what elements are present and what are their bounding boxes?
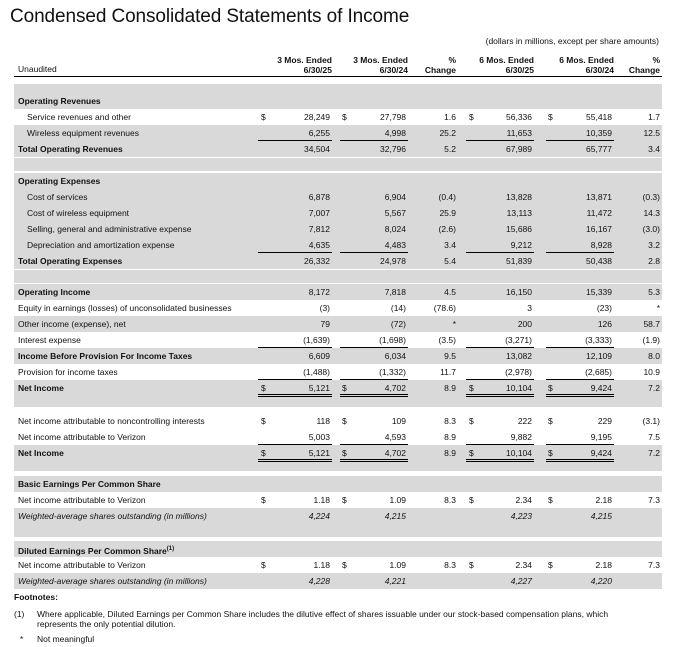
currency-symbol: $	[342, 560, 347, 570]
table-cell: 15,686	[506, 224, 532, 234]
currency-symbol: $	[342, 383, 347, 393]
table-cell: 9,212	[510, 240, 532, 250]
col-header-text: 6 Mos. Ended	[559, 55, 614, 65]
row-label: Weighted-average shares outstanding (in millions)	[18, 511, 207, 521]
table-row	[14, 508, 662, 524]
table-cell: 2.34	[515, 495, 532, 505]
table-cell: 5.4	[444, 256, 456, 266]
table-cell: (23)	[596, 303, 612, 313]
table-cell: 4,702	[384, 383, 406, 393]
col-header-3mo-2024	[344, 55, 408, 75]
table-cell: 15,339	[586, 287, 612, 297]
double-underline	[340, 394, 408, 397]
footnote-2-mark: *	[20, 634, 24, 644]
currency-symbol: $	[342, 416, 347, 426]
col-header-text: 6/30/25	[505, 65, 534, 75]
col-header-text: Change	[628, 65, 660, 75]
table-cell: 7,818	[384, 287, 406, 297]
table-cell: 24,978	[380, 256, 406, 266]
currency-symbol: $	[469, 416, 474, 426]
table-cell: 1.18	[313, 495, 330, 505]
table-cell: 1.09	[389, 495, 406, 505]
row-label: Depreciation and amortization expense	[27, 240, 175, 250]
table-cell: 4,998	[384, 128, 406, 138]
table-cell: 8.0	[648, 351, 660, 361]
table-cell: 8.3	[444, 560, 456, 570]
table-cell: 4,593	[384, 432, 406, 442]
table-cell: 4,223	[510, 511, 532, 521]
table-cell: 13,113	[506, 208, 532, 218]
table-cell: 58.7	[643, 319, 660, 329]
table-cell: 11,472	[586, 208, 612, 218]
section-spacer-band	[14, 524, 662, 537]
table-cell: 2.18	[595, 560, 612, 570]
currency-symbol: $	[548, 383, 553, 393]
double-underline	[546, 394, 614, 397]
col-header-6mo-2025	[470, 55, 534, 75]
table-cell: (1,488)	[303, 367, 330, 377]
table-row	[14, 284, 662, 300]
currency-symbol: $	[548, 448, 553, 458]
table-cell: 4,228	[308, 576, 330, 586]
unaudited-label: Unaudited	[18, 64, 57, 74]
table-cell: 8.9	[444, 432, 456, 442]
table-cell: 13,082	[506, 351, 532, 361]
table-row	[14, 109, 662, 125]
table-cell: 4,215	[384, 511, 406, 521]
col-header-3mo-2025	[268, 55, 332, 75]
currency-symbol: $	[548, 495, 553, 505]
table-cell: 3.2	[648, 240, 660, 250]
table-cell: 9,424	[590, 383, 612, 393]
table-row	[14, 253, 662, 269]
table-cell: 6,878	[308, 192, 330, 202]
table-cell: 1.6	[444, 112, 456, 122]
table-cell: 7.3	[648, 560, 660, 570]
table-cell: 32,796	[380, 144, 406, 154]
footnote-1-line2: represents the only potential dilution.	[37, 619, 176, 629]
row-label: Net income attributable to Verizon	[18, 560, 146, 570]
table-cell: 13,828	[506, 192, 532, 202]
table-row	[14, 348, 662, 364]
table-cell: 8,172	[308, 287, 330, 297]
table-cell: (3)	[319, 303, 330, 313]
table-cell: 4,224	[308, 511, 330, 521]
row-label: Total Operating Expenses	[18, 256, 123, 266]
table-cell: 7.5	[648, 432, 660, 442]
col-header-text: %	[652, 55, 660, 65]
table-cell: 3.4	[648, 144, 660, 154]
table-cell: 4,220	[590, 576, 612, 586]
table-row	[14, 476, 662, 492]
table-cell: 8,024	[384, 224, 406, 234]
table-row	[14, 173, 662, 189]
row-label: Equity in earnings (losses) of unconsolidated businesses	[18, 303, 232, 313]
table-cell: 4,483	[384, 240, 406, 250]
table-cell: 5,121	[308, 383, 330, 393]
table-row	[14, 413, 662, 429]
double-underline	[546, 459, 614, 462]
col-header-6mo-2024	[550, 55, 614, 75]
col-header-6mo-change	[622, 55, 660, 75]
row-label: Service revenues and other	[27, 112, 131, 122]
table-row	[14, 205, 662, 221]
table-row	[14, 541, 662, 557]
table-row	[14, 237, 662, 253]
row-label: Selling, general and administrative expense	[27, 224, 192, 234]
currency-symbol: $	[342, 495, 347, 505]
currency-symbol: $	[548, 112, 553, 122]
table-cell: 5.2	[444, 144, 456, 154]
table-cell: 9,424	[590, 448, 612, 458]
table-cell: 13,871	[586, 192, 612, 202]
row-label: Basic Earnings Per Common Share	[18, 479, 161, 489]
table-cell: (0.4)	[438, 192, 456, 202]
row-label: Operating Expenses	[18, 176, 101, 186]
footnotes-title: Footnotes:	[14, 592, 58, 602]
table-cell: (14)	[390, 303, 406, 313]
table-cell: 11.7	[440, 367, 456, 377]
footnote-1-mark: (1)	[14, 609, 25, 619]
currency-symbol: $	[469, 495, 474, 505]
table-cell: 11,653	[506, 128, 532, 138]
row-label: Cost of wireless equipment	[27, 208, 130, 218]
currency-symbol: $	[469, 112, 474, 122]
table-cell: (1.9)	[642, 335, 660, 345]
row-label: Net income attributable to noncontrolling interests	[18, 416, 205, 426]
table-cell: 6,255	[308, 128, 330, 138]
table-cell: (3.5)	[438, 335, 456, 345]
table-row	[14, 300, 662, 316]
table-cell: 12,109	[586, 351, 612, 361]
table-cell: 16,167	[586, 224, 612, 234]
row-label: Diluted Earnings Per Common Share$^{(1)}$	[18, 545, 175, 556]
table-cell: (1,332)	[379, 367, 406, 377]
table-cell: 8.3	[444, 416, 456, 426]
row-label: Income Before Provision For Income Taxes	[18, 351, 193, 361]
table-cell: (3.1)	[642, 416, 660, 426]
col-header-text: 6/30/24	[379, 65, 408, 75]
page-title: Condensed Consolidated Statements of Income	[10, 6, 410, 27]
table-cell: (72)	[390, 319, 406, 329]
table-cell: 6,904	[384, 192, 406, 202]
double-underline	[258, 459, 332, 462]
table-cell: 2.8	[648, 256, 660, 266]
table-cell: 229	[597, 416, 612, 426]
table-row	[14, 93, 662, 109]
table-cell: (78.6)	[433, 303, 456, 313]
table-cell: 8.3	[444, 495, 456, 505]
currency-symbol: $	[261, 112, 266, 122]
row-label: Total Operating Revenues	[18, 144, 123, 154]
table-cell: (2.6)	[438, 224, 456, 234]
currency-symbol: $	[548, 416, 553, 426]
table-cell: 9,195	[590, 432, 612, 442]
table-cell: 28,249	[304, 112, 330, 122]
table-cell: 51,839	[506, 256, 532, 266]
table-cell: 4,635	[308, 240, 330, 250]
header-rule	[14, 76, 662, 77]
table-row	[14, 221, 662, 237]
double-underline	[258, 394, 332, 397]
table-row	[14, 429, 662, 445]
table-cell: 8.9	[444, 383, 456, 393]
double-underline	[340, 459, 408, 462]
table-cell: 67,989	[506, 144, 532, 154]
currency-symbol: $	[342, 112, 347, 122]
row-label: Cost of services	[27, 192, 88, 202]
table-cell: 25.2	[439, 128, 456, 138]
table-cell: 8.9	[444, 448, 456, 458]
table-cell: 4,227	[510, 576, 532, 586]
table-cell: (0.3)	[642, 192, 660, 202]
row-label: Other income (expense), net	[18, 319, 126, 329]
table-cell: 34,504	[304, 144, 330, 154]
table-cell: 12.5	[643, 128, 660, 138]
col-header-text: Change	[424, 65, 456, 75]
table-cell: 55,418	[586, 112, 612, 122]
table-row	[14, 573, 662, 589]
table-cell: 4.5	[444, 287, 456, 297]
section-spacer-band	[14, 158, 662, 171]
table-cell: 1.18	[313, 560, 330, 570]
table-cell: 6,609	[308, 351, 330, 361]
table-row	[14, 316, 662, 332]
table-cell: 6,034	[384, 351, 406, 361]
table-cell: (3,271)	[505, 335, 532, 345]
table-cell: 56,336	[506, 112, 532, 122]
row-label: Net Income	[18, 448, 64, 458]
table-cell: 9,882	[510, 432, 532, 442]
table-cell: 2.34	[515, 560, 532, 570]
table-cell: 4,221	[384, 576, 406, 586]
row-label: Wireless equipment revenues	[27, 128, 139, 138]
currency-symbol: $	[261, 448, 266, 458]
table-cell: 10.9	[643, 367, 660, 377]
table-cell: 4,215	[590, 511, 612, 521]
table-cell: 5,121	[308, 448, 330, 458]
currency-symbol: $	[261, 383, 266, 393]
table-cell: 10,104	[506, 448, 532, 458]
table-cell: 9.5	[444, 351, 456, 361]
table-row	[14, 364, 662, 380]
table-cell: 65,777	[586, 144, 612, 154]
row-label: Net Income	[18, 383, 64, 393]
table-cell: (3.0)	[642, 224, 660, 234]
table-cell: 3	[527, 303, 532, 313]
currency-symbol: $	[342, 448, 347, 458]
table-cell: 27,798	[380, 112, 406, 122]
table-cell: 50,438	[586, 256, 612, 266]
table-cell: (2,978)	[505, 367, 532, 377]
table-cell: (2,685)	[585, 367, 612, 377]
currency-symbol: $	[469, 383, 474, 393]
table-cell: *	[452, 319, 456, 329]
col-header-text: 3 Mos. Ended	[277, 55, 332, 65]
table-cell: 126	[597, 319, 612, 329]
currency-symbol: $	[261, 416, 266, 426]
table-cell: 5.3	[648, 287, 660, 297]
footnote-1-line1: Where applicable, Diluted Earnings per Common Share includes the dilutive effect of shares issuable under our stock-based compensation plans, which	[37, 609, 609, 619]
table-cell: 5,567	[384, 208, 406, 218]
table-row	[14, 189, 662, 205]
table-cell: 7.3	[648, 495, 660, 505]
table-cell: 1.09	[389, 560, 406, 570]
table-cell: 109	[391, 416, 406, 426]
table-cell: (1,639)	[303, 335, 330, 345]
table-cell: 5,003	[308, 432, 330, 442]
row-label: Net income attributable to Verizon	[18, 495, 146, 505]
col-header-text: 6/30/24	[585, 65, 614, 75]
col-header-text: 3 Mos. Ended	[353, 55, 408, 65]
row-label: Interest expense	[18, 335, 81, 345]
table-cell: 118	[316, 416, 330, 426]
footnote-2-text: Not meaningful	[37, 634, 95, 644]
table-cell: 8,928	[590, 240, 612, 250]
units-note: (dollars in millions, except per share amounts)	[485, 36, 659, 46]
row-label: Net income attributable to Verizon	[18, 432, 146, 442]
table-cell: 25.9	[439, 208, 456, 218]
col-header-3mo-change	[418, 55, 456, 75]
col-header-text: 6 Mos. Ended	[479, 55, 534, 65]
table-row	[14, 492, 662, 508]
table-cell: 1.7	[648, 112, 660, 122]
table-cell: (1,698)	[379, 335, 406, 345]
double-underline	[466, 394, 534, 397]
table-row	[14, 141, 662, 157]
table-cell: 26,332	[304, 256, 330, 266]
currency-symbol: $	[469, 448, 474, 458]
table-cell: 2.18	[595, 495, 612, 505]
table-cell: 3.4	[444, 240, 456, 250]
table-cell: 79	[320, 319, 330, 329]
row-label: Operating Income	[18, 287, 91, 297]
double-underline	[466, 459, 534, 462]
table-cell: 14.3	[643, 208, 660, 218]
table-cell: 222	[517, 416, 532, 426]
table-cell: 7.2	[648, 383, 660, 393]
table-cell: 200	[517, 319, 532, 329]
footnote-ref: (1)	[166, 546, 175, 552]
table-row	[14, 557, 662, 573]
row-label: Provision for income taxes	[18, 367, 118, 377]
currency-symbol: $	[261, 560, 266, 570]
currency-symbol: $	[548, 560, 553, 570]
col-header-text: 6/30/25	[303, 65, 332, 75]
table-cell: 16,150	[506, 287, 532, 297]
table-row	[14, 332, 662, 348]
table-cell: 7,812	[308, 224, 330, 234]
table-cell: 4,702	[384, 448, 406, 458]
row-label: Weighted-average shares outstanding (in millions)	[18, 576, 207, 586]
table-cell: *	[656, 303, 660, 313]
table-cell: 7,007	[308, 208, 330, 218]
table-cell: 7.2	[648, 448, 660, 458]
section-spacer-band	[14, 270, 662, 283]
table-cell: 10,104	[506, 383, 532, 393]
table-row	[14, 125, 662, 141]
table-cell: (3,333)	[585, 335, 612, 345]
currency-symbol: $	[261, 495, 266, 505]
row-label: Operating Revenues	[18, 96, 101, 106]
col-header-text: %	[448, 55, 456, 65]
table-cell: 10,359	[586, 128, 612, 138]
currency-symbol: $	[469, 560, 474, 570]
